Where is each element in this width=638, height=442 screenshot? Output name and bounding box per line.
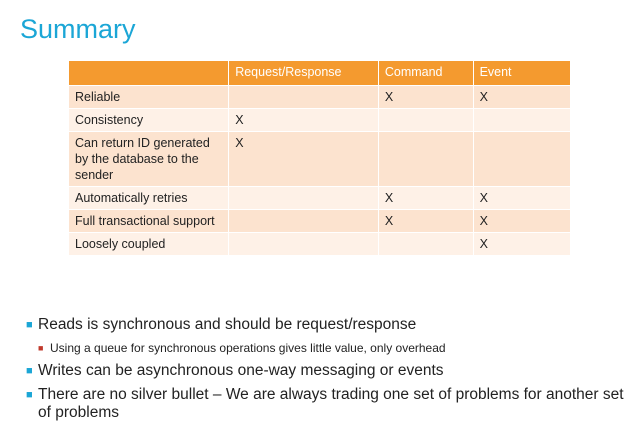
cell bbox=[473, 109, 570, 132]
cell: X bbox=[229, 109, 379, 132]
table-row bbox=[69, 187, 571, 210]
table-row bbox=[69, 210, 571, 233]
cell bbox=[378, 109, 473, 132]
row-label: Automatically retries bbox=[69, 187, 229, 210]
square-bullet-icon: ■ bbox=[26, 365, 33, 377]
cell: X bbox=[378, 187, 473, 210]
cell: X bbox=[473, 210, 570, 233]
row-label: Consistency bbox=[69, 109, 229, 132]
row-label: Full transactional support bbox=[69, 210, 229, 233]
cell bbox=[229, 187, 379, 210]
bullet-item: ■ Writes can be asynchronous one-way messaging or events bbox=[26, 362, 444, 379]
table-row bbox=[69, 86, 571, 109]
table-row bbox=[69, 109, 571, 132]
square-bullet-icon: ■ bbox=[26, 319, 33, 331]
cell bbox=[378, 233, 473, 256]
row-label: Can return ID generated by the database to the sender bbox=[69, 132, 229, 187]
cell: X bbox=[378, 210, 473, 233]
row-label: Reliable bbox=[69, 86, 229, 109]
cell bbox=[229, 86, 379, 109]
slide-title: Summary bbox=[20, 14, 136, 44]
table-row bbox=[69, 132, 571, 187]
bullet-item: ■ There are no silver bullet – We are always trading one set of problems for another set of problems bbox=[26, 386, 624, 421]
cell bbox=[473, 132, 570, 187]
header-cell-request-response: Request/Response bbox=[229, 61, 379, 86]
summary-table bbox=[68, 60, 571, 256]
table-row bbox=[69, 233, 571, 256]
header-cell-command: Command bbox=[378, 61, 473, 86]
sub-bullet-item: ■ Using a queue for synchronous operations gives little value, only overhead bbox=[38, 341, 446, 355]
header-cell-event: Event bbox=[473, 61, 570, 86]
cell bbox=[229, 233, 379, 256]
cell: X bbox=[473, 187, 570, 210]
row-label: Loosely coupled bbox=[69, 233, 229, 256]
square-bullet-icon: ■ bbox=[38, 343, 44, 353]
cell: X bbox=[473, 86, 570, 109]
bullet-item: ■ Reads is synchronous and should be request/response bbox=[26, 316, 417, 333]
cell: X bbox=[473, 233, 570, 256]
cell bbox=[378, 132, 473, 187]
bullet-list bbox=[26, 316, 626, 428]
table-header-row bbox=[69, 61, 571, 86]
cell: X bbox=[229, 132, 379, 187]
square-bullet-icon: ■ bbox=[26, 389, 33, 401]
cell bbox=[229, 210, 379, 233]
cell: X bbox=[378, 86, 473, 109]
header-cell-empty bbox=[69, 61, 229, 86]
